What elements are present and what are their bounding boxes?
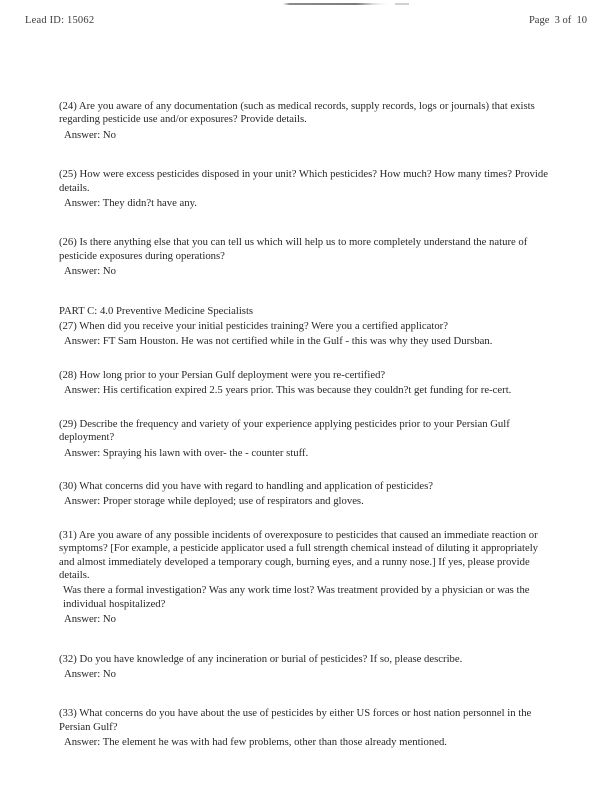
qa-block-28 (59, 369, 555, 398)
question-text: (31) Are you aware of any possible incidents of overexposure to pesticides that caused an immediate reaction or symptoms? [For example, a pesticide applicator used a full strength chemical instead of diluting it appropriately and almost immediately developed a temporary cough, burning eyes, and a runny nose.] If yes, please provide details. (59, 528, 539, 581)
questionnaire-body (59, 100, 555, 764)
qa-block-27 (59, 305, 555, 349)
qa-block-33 (59, 707, 555, 749)
scan-artifact-line-tail (395, 3, 409, 5)
question-text: (26) Is there anything else that you can tell us which will help us to more completely understand the nature of pesticide exposures during operations? (59, 236, 528, 262)
page-number-label: Page 3 of 10 (528, 15, 587, 26)
qa-block-30 (59, 480, 555, 509)
answer-text: Answer: His certification expired 2.5 years prior. This was because they couldn?t get funding for re-cert. (64, 384, 512, 397)
question-text: (27) When did you receive your initial pesticides training? Were you a certified applicator? (59, 320, 448, 333)
answer-text: Answer: They didn?t have any. (64, 197, 197, 210)
question-text: (32) Do you have knowledge of any incineration or burial of pesticides? If so, please describe. (59, 652, 463, 665)
qa-block-32 (59, 653, 555, 682)
answer-text: Answer: No (64, 128, 116, 141)
qa-block-31 (59, 529, 555, 627)
question-text: (25) How were excess pesticides disposed in your unit? Which pesticides? How much? How many times? Provide details. (59, 168, 548, 194)
question-text: (30) What concerns did you have with regard to handling and application of pesticides? (59, 479, 434, 492)
question-text: (24) Are you aware of any documentation (such as medical records, supply records, logs or journals) that exists regarding pesticide use and/or exposures? Provide details. (59, 100, 535, 126)
answer-text: Answer: The element he was with had few problems, other than those already mentioned. (64, 736, 447, 749)
part-c-heading: PART C: 4.0 Preventive Medicine Specialists (59, 304, 254, 317)
qa-block-25 (59, 168, 555, 210)
answer-text: Answer: No (64, 667, 116, 680)
answer-text: Answer: No (64, 613, 116, 626)
qa-block-24 (59, 100, 555, 142)
answer-text: Answer: Spraying his lawn with over- the - counter stuff. (64, 446, 309, 459)
lead-id-label: Lead ID: 15062 (25, 15, 95, 26)
question-text: (28) How long prior to your Persian Gulf deployment were you re-certified? (59, 368, 386, 381)
scan-artifact-line (283, 3, 388, 5)
qa-block-29 (59, 418, 555, 460)
question-text: (33) What concerns do you have about the use of pesticides by either US forces or host nation personnel in the Persian Gulf? (59, 707, 532, 733)
page-header (0, 15, 611, 35)
answer-text: Answer: No (64, 265, 116, 278)
question-text: (29) Describe the frequency and variety of your experience applying pesticides prior to your Persian Gulf deployment? (59, 417, 510, 444)
qa-block-26 (59, 236, 555, 278)
answer-text: Answer: Proper storage while deployed; use of respirators and gloves. (64, 495, 364, 508)
answer-text: Answer: FT Sam Houston. He was not certified while in the Gulf - this was why they used Dursban. (64, 335, 493, 348)
question-text-continued: Was there a formal investigation? Was any work time lost? Was treatment provided by a physician or was the individual hospitalized? (63, 584, 530, 610)
